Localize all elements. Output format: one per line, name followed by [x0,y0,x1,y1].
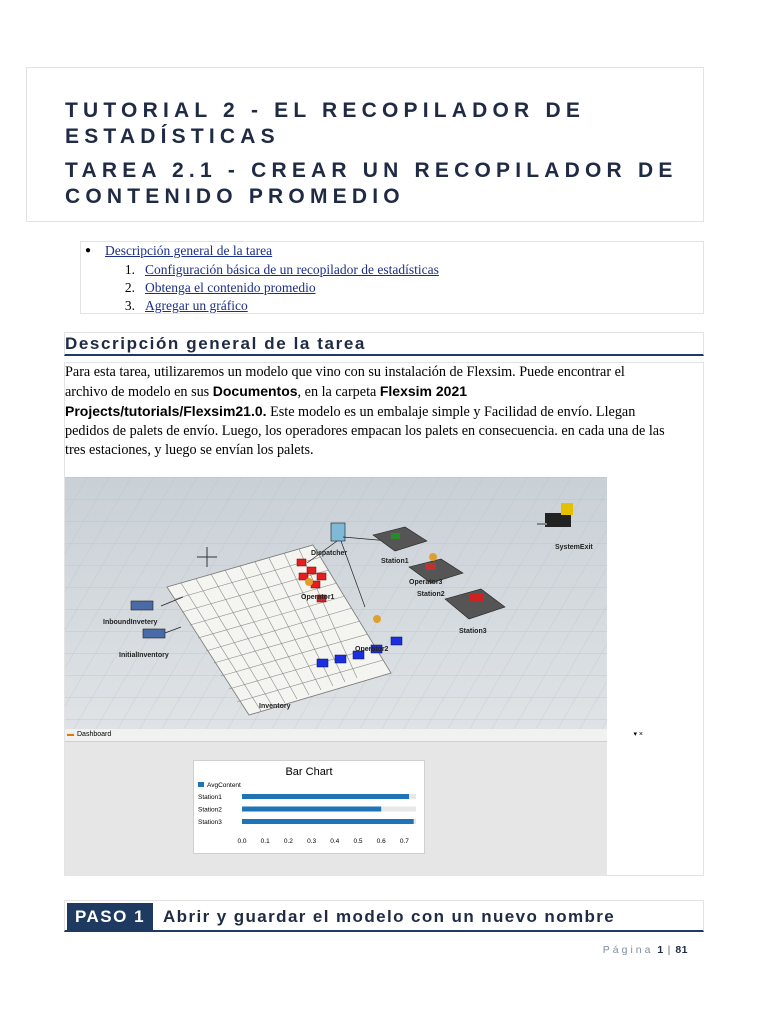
page-separator: | [667,944,672,956]
toc-link[interactable]: Obtenga el contenido promedio [145,280,316,295]
intro-paragraph [65,363,705,460]
page-footer [603,944,688,956]
x-tick-label: 0.6 [376,838,386,845]
toc-link[interactable]: Configuración básica de un recopilador de estadísticas [145,262,439,277]
tutorial-title: TUTORIAL 2 - EL RECOPILADOR DE ESTADÍSTICAS [65,99,586,148]
chart-title: Bar Chart [285,766,333,778]
bullet-icon: ● [85,245,92,256]
label-operator2: Operator2 [355,646,389,653]
x-tick-label: 0.0 [237,838,247,845]
toc-item[interactable] [81,279,701,297]
toc-item-overview[interactable] [81,242,701,260]
legend-swatch [198,782,204,787]
toc-number: 3. [124,298,135,313]
legend-label: AvgContent [207,782,241,789]
text-run: , en la carpeta [297,384,380,400]
section-body [64,362,704,876]
bold-documents: Documentos [212,383,298,399]
bold-folder: Flexsim 2021 [379,383,468,399]
paragraph-line: pedidos de palets de envío. Luego, los operadores empacan los palets en consecuencia. en cada una de las [65,423,665,439]
page-word: Página [602,944,654,956]
toc-link-overview[interactable]: Descripción general de la tarea [105,243,273,258]
step-header [64,900,704,932]
toc-number: 2. [124,280,135,295]
label-dispatcher: Dispatcher [311,550,348,557]
x-tick-label: 0.2 [283,838,293,845]
label-inbound: InboundInvetery [103,619,158,626]
bar-chart [193,760,425,854]
category-label: Station3 [198,819,222,826]
label-station1: Station1 [381,558,409,565]
page-total: 81 [675,944,688,956]
label-inventory: Inventory [259,703,291,710]
bar-station1 [242,794,409,799]
paragraph-line: tres estaciones, y luego se envían los palets. [65,442,314,458]
step-label: PASO 1 [67,903,153,931]
bar-station3 [242,819,414,824]
label-operator1: Operator1 [301,594,335,601]
category-label: Station2 [198,806,222,814]
dashboard-panel [65,729,643,876]
step-title: Abrir y guardar el modelo con un nuevo nombre [163,907,616,926]
table-of-contents [80,241,704,314]
label-station2: Station2 [417,591,445,598]
dashboard-tab[interactable]: Dashboard [77,731,112,738]
label-operator3: Operator3 [409,579,443,586]
label-initial: InitialInventory [119,652,169,659]
model-3d-view [65,477,607,729]
page-number: 1 [657,944,664,956]
label-station3: Station3 [459,628,487,635]
toc-link[interactable]: Agregar un gráfico [145,298,248,313]
toc-item[interactable] [81,297,701,315]
bold-path: Projects/tutorials/Flexsim21.0. [65,403,267,419]
dashboard-icon: ▬ [67,731,74,738]
toc-item[interactable] [81,261,701,279]
category-label: Station1 [198,794,222,801]
text-run: archivo de modelo en sus [65,384,213,400]
text-run: Este modelo es un embalaje simple y Facilidad de envío. Llegan [266,404,636,420]
x-tick-label: 0.7 [399,838,409,845]
title-block [26,67,704,222]
section-header [64,332,704,356]
bar-station2 [242,807,381,812]
label-system-exit: SystemExit [555,544,593,551]
dashboard-window-controls[interactable]: ▾ × [633,731,643,738]
x-tick-label: 0.3 [307,838,317,845]
task-title: TAREA 2.1 - CREAR UN RECOPILADOR DE CONTENIDO PROMEDIO [65,159,678,208]
toc-number: 1. [124,262,135,277]
dashboard-tab-bar [65,729,643,742]
paragraph-line [65,402,705,422]
paragraph-line [65,382,705,402]
paragraph-line: Para esta tarea, utilizaremos un modelo que vino con su instalación de Flexsim. Puede encontrar el [65,364,625,380]
x-tick-label: 0.1 [260,838,270,845]
x-tick-label: 0.4 [330,838,340,845]
x-tick-label: 0.5 [353,838,363,845]
section-heading: Descripción general de la tarea [65,334,366,353]
